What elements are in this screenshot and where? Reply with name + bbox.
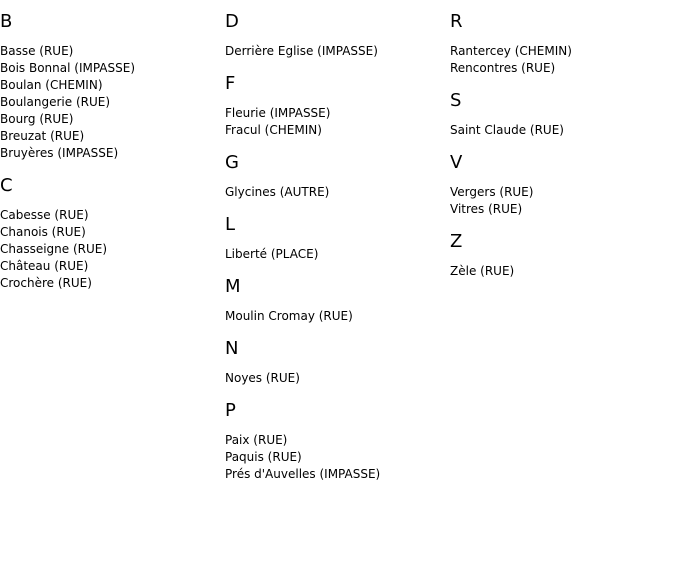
street-link[interactable]: Boulan (CHEMIN) xyxy=(0,78,103,92)
street-link[interactable]: Boulangerie (RUE) xyxy=(0,95,111,109)
street-link[interactable]: Vergers (RUE) xyxy=(450,185,534,199)
letter-group xyxy=(225,337,445,387)
street-link[interactable]: Derrière Eglise (IMPASSE) xyxy=(225,44,378,58)
letter-heading: B xyxy=(0,11,13,32)
street-link[interactable]: Paquis (RUE) xyxy=(225,450,302,464)
street-link[interactable]: Cabesse (RUE) xyxy=(0,208,89,222)
street-link[interactable]: Crochère (RUE) xyxy=(0,276,92,290)
street-link[interactable]: Moulin Cromay (RUE) xyxy=(225,309,353,323)
letter-heading: N xyxy=(225,338,239,359)
letter-group xyxy=(225,213,445,263)
street-link[interactable]: Rencontres (RUE) xyxy=(450,61,556,75)
index-column xyxy=(225,10,445,495)
letter-group xyxy=(225,72,445,139)
street-link[interactable]: Rantercey (CHEMIN) xyxy=(450,44,572,58)
street-link[interactable]: Glycines (AUTRE) xyxy=(225,185,330,199)
letter-group xyxy=(225,275,445,325)
street-link[interactable]: Bois Bonnal (IMPASSE) xyxy=(0,61,136,75)
street-link[interactable]: Breuzat (RUE) xyxy=(0,129,85,143)
street-link[interactable]: Fracul (CHEMIN) xyxy=(225,123,322,137)
letter-heading: F xyxy=(225,73,236,94)
street-link[interactable]: Zèle (RUE) xyxy=(450,264,515,278)
letter-group xyxy=(225,151,445,201)
street-link[interactable]: Vitres (RUE) xyxy=(450,202,523,216)
letter-group xyxy=(450,230,670,280)
letter-heading: S xyxy=(450,90,462,111)
street-link[interactable]: Prés d'Auvelles (IMPASSE) xyxy=(225,467,381,481)
street-link[interactable]: Saint Claude (RUE) xyxy=(450,123,564,137)
letter-heading: D xyxy=(225,11,239,32)
letter-group xyxy=(450,89,670,139)
letter-heading: C xyxy=(0,175,13,196)
index-column xyxy=(450,10,670,292)
street-link[interactable]: Chasseigne (RUE) xyxy=(0,242,108,256)
street-link[interactable]: Basse (RUE) xyxy=(0,44,74,58)
street-link[interactable]: Fleurie (IMPASSE) xyxy=(225,106,331,120)
street-link[interactable]: Château (RUE) xyxy=(0,259,89,273)
letter-heading: P xyxy=(225,400,236,421)
street-link[interactable]: Chanois (RUE) xyxy=(0,225,86,239)
street-link[interactable]: Paix (RUE) xyxy=(225,433,288,447)
letter-group xyxy=(225,399,445,483)
street-link[interactable]: Bourg (RUE) xyxy=(0,112,74,126)
letter-heading: R xyxy=(450,11,463,32)
letter-group xyxy=(225,10,445,60)
letter-group xyxy=(0,10,220,162)
letter-heading: G xyxy=(225,152,239,173)
letter-group xyxy=(0,174,220,292)
letter-heading: Z xyxy=(450,231,463,252)
street-link[interactable]: Noyes (RUE) xyxy=(225,371,300,385)
letter-heading: L xyxy=(225,214,236,235)
street-link[interactable]: Bruyères (IMPASSE) xyxy=(0,146,119,160)
street-link[interactable]: Liberté (PLACE) xyxy=(225,247,319,261)
letter-group xyxy=(450,151,670,218)
letter-heading: V xyxy=(450,152,463,173)
letter-heading: M xyxy=(225,276,241,297)
index-column xyxy=(0,10,220,304)
letter-group xyxy=(450,10,670,77)
